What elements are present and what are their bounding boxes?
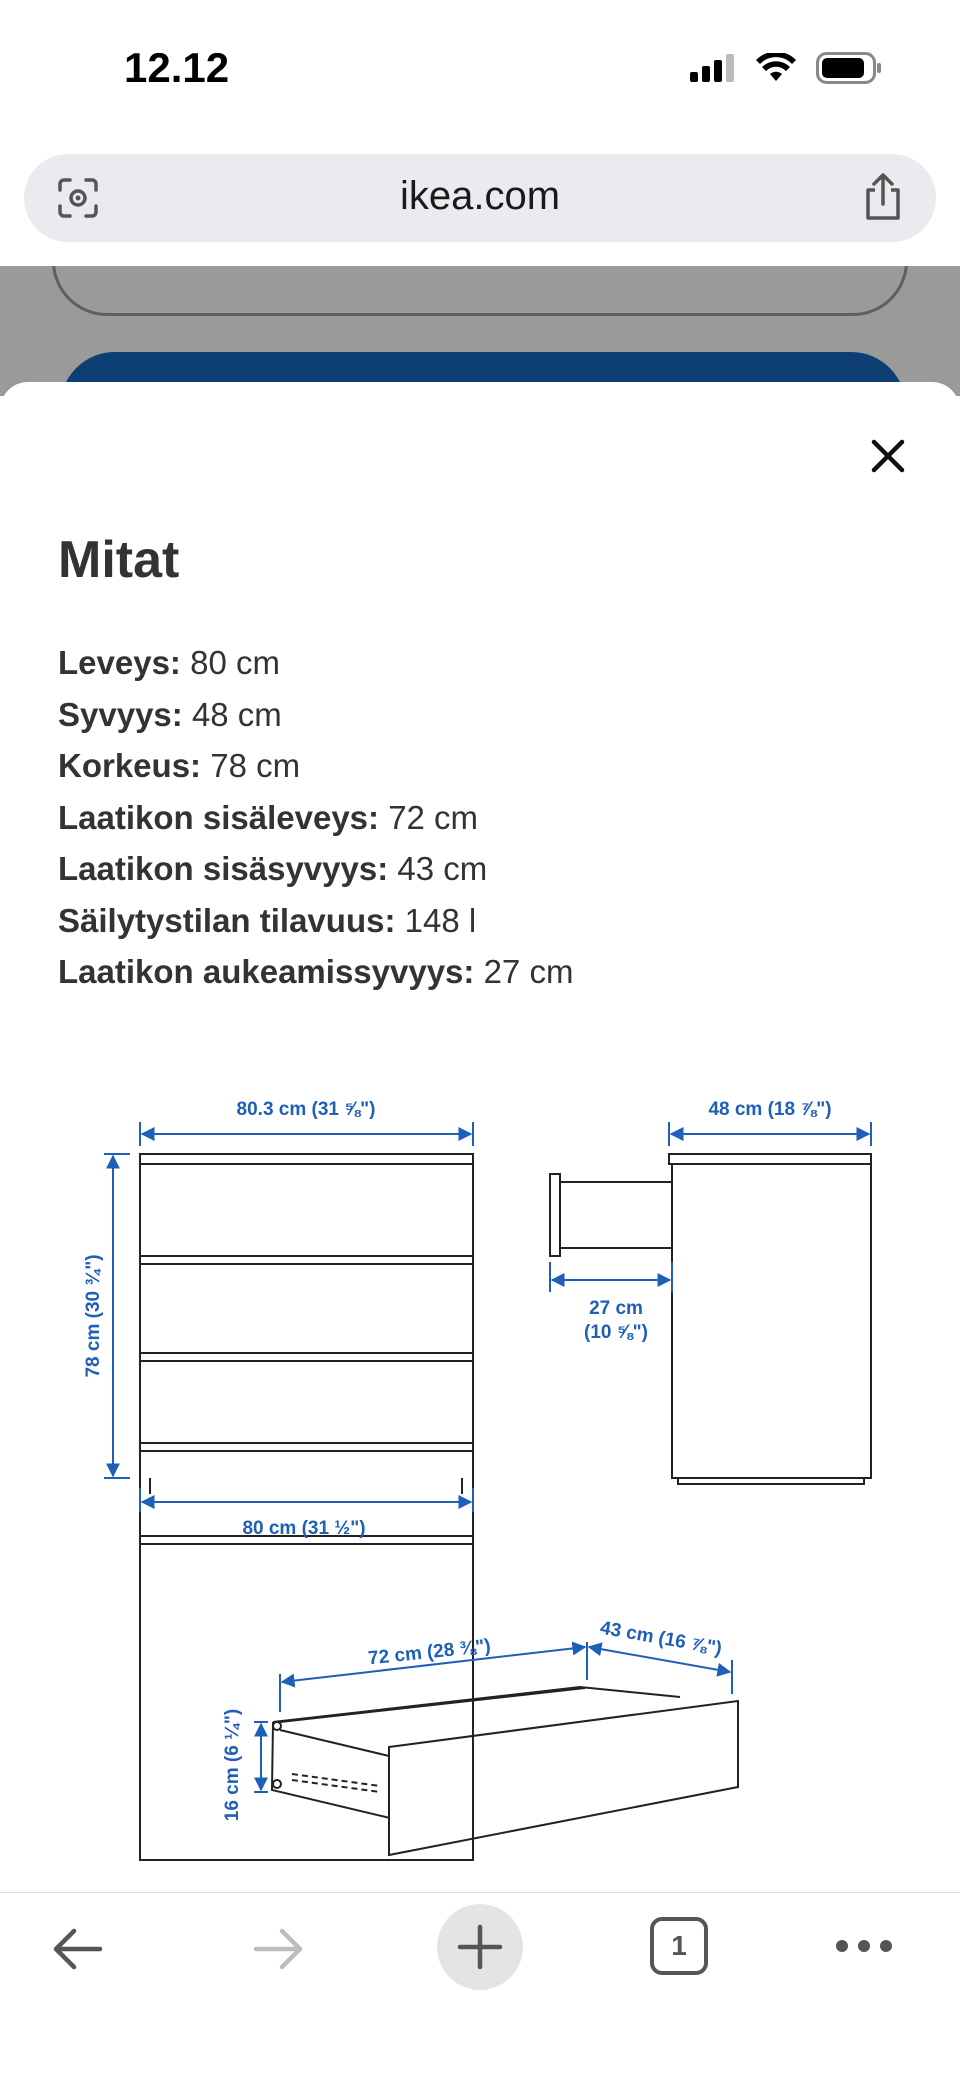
wifi-icon: [756, 53, 796, 83]
spec-value: 72 cm: [388, 798, 479, 836]
spec-value: 27 cm: [483, 953, 574, 990]
spec-value: 48 cm: [191, 695, 282, 733]
drawer-open-depth-label: 27 cm: [589, 1298, 643, 1319]
tab-count: 1: [671, 1930, 687, 1961]
status-icons: [690, 52, 882, 84]
spec-label: Laatikon sisäsyvyys:: [58, 850, 389, 887]
sheet-title: Mitat: [58, 531, 180, 589]
spec-label: Korkeus:: [58, 747, 202, 784]
spec-value: 80 cm: [190, 644, 280, 681]
more-icon[interactable]: [832, 1931, 896, 1961]
side-dimension-lines: [550, 1122, 871, 1292]
share-icon[interactable]: [860, 172, 906, 222]
dresser-side-view: [550, 1154, 871, 1484]
drawer-inner-width-label: 72 cm (28 ⅜"): [367, 1635, 492, 1670]
address-bar[interactable]: [24, 154, 936, 242]
new-tab-icon[interactable]: [436, 1903, 524, 1991]
battery-icon: [816, 52, 882, 84]
spec-label: Säilytystilan tilavuus:: [58, 901, 396, 939]
drawer-isometric: [272, 1687, 738, 1855]
spec-value: 148 l: [404, 901, 477, 939]
spec-label: Leveys:: [58, 644, 181, 681]
dimension-diagrams: [0, 382, 960, 1892]
forward-icon[interactable]: [246, 1921, 310, 1977]
front-width-top-label: 80.3 cm (31 ⅝"): [236, 1099, 376, 1120]
spec-label: Laatikon sisäleveys:: [58, 798, 380, 836]
url-text[interactable]: ikea.com: [399, 174, 561, 218]
signal-icon: [690, 54, 736, 82]
tabs-button[interactable]: [650, 1917, 708, 1975]
page-background-overlay: [0, 266, 960, 396]
dresser-front-view: [140, 1154, 473, 1860]
back-icon[interactable]: [46, 1921, 110, 1977]
side-depth-label: 48 cm (18 ⅞"): [708, 1099, 832, 1120]
drawer-height-label: 16 cm (6 ¼"): [222, 1708, 243, 1822]
front-height-label: 78 cm (30 ¾"): [83, 1254, 104, 1378]
spec-label: Laatikon aukeamissyvyys:: [58, 953, 475, 990]
status-time: 12.12: [124, 44, 230, 91]
browser-toolbar: [0, 1892, 960, 2082]
spec-label: Syvyys:: [58, 695, 183, 733]
dimensions-sheet: [0, 382, 960, 1892]
drawer-inner-depth-label: 43 cm (16 ⅞"): [598, 1617, 724, 1660]
drawer-open-depth-inch-label: (10 ⅝"): [584, 1322, 648, 1343]
status-bar: [0, 0, 960, 140]
spec-value: 43 cm: [397, 850, 488, 887]
front-width-bottom-label: 80 cm (31 ½"): [242, 1518, 366, 1539]
background-button-outline: [52, 266, 908, 316]
spec-value: 78 cm: [210, 747, 301, 784]
front-dimension-lines: [104, 1122, 473, 1512]
